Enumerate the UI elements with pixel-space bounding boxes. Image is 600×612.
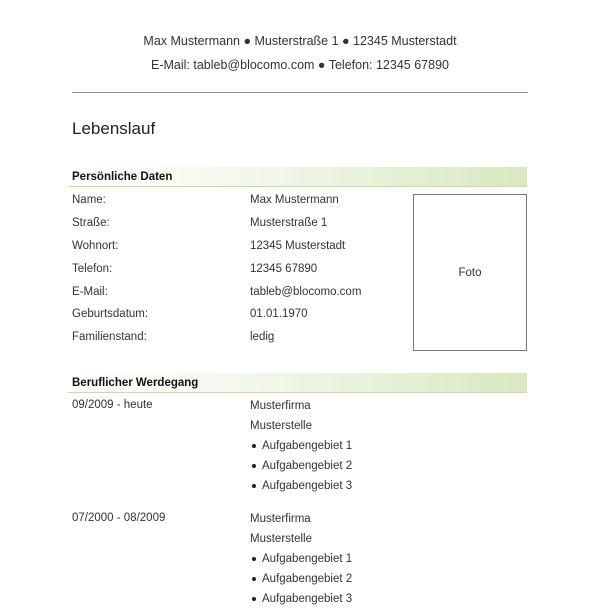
- section-heading-personal: Persönliche Daten: [68, 167, 527, 187]
- career-period: 09/2009 - heute: [72, 399, 153, 411]
- career-task: Aufgabengebiet 3: [250, 592, 352, 612]
- row-value: 12345 67890: [250, 263, 318, 275]
- row-value: Musterstraße 1: [250, 217, 328, 229]
- row-value: Max Mustermann: [250, 194, 339, 206]
- career-company: Musterfirma: [250, 513, 311, 525]
- section-heading-career: Beruflicher Werdegang: [68, 373, 527, 393]
- career-task: Aufgabengebiet 2: [250, 572, 352, 592]
- row-label: Telefon:: [72, 263, 113, 275]
- career-task-list: [250, 552, 352, 612]
- row-value: 12345 Musterstadt: [250, 240, 346, 252]
- row-label: Straße:: [72, 217, 110, 229]
- contact-line-address: Max Mustermann ● Musterstraße 1 ● 12345 Musterstadt: [143, 34, 457, 48]
- career-task: Aufgabengebiet 3: [250, 479, 352, 499]
- row-label: Wohnort:: [72, 240, 119, 252]
- career-details: [250, 512, 352, 612]
- header-divider: [72, 92, 528, 93]
- row-value: 01.01.1970: [250, 308, 308, 320]
- career-task: Aufgabengebiet 1: [250, 439, 352, 459]
- career-position: Musterstelle: [250, 420, 312, 432]
- document-title: Lebenslauf: [72, 119, 156, 138]
- photo-placeholder: [413, 194, 527, 351]
- row-value: tableb@blocomo.com: [250, 286, 362, 298]
- career-position: Musterstelle: [250, 533, 312, 545]
- photo-label: Foto: [458, 266, 482, 279]
- career-company: Musterfirma: [250, 400, 311, 412]
- career-period: 07/2000 - 08/2009: [72, 512, 166, 524]
- row-label: Familienstand:: [72, 331, 147, 343]
- row-value: ledig: [250, 331, 275, 343]
- row-label: E-Mail:: [72, 286, 108, 298]
- contact-line-email-phone: E-Mail: tableb@blocomo.com ● Telefon: 12345 67890: [151, 58, 449, 72]
- row-label: Geburtsdatum:: [72, 308, 149, 320]
- career-task-list: [250, 439, 352, 499]
- career-task: Aufgabengebiet 1: [250, 552, 352, 572]
- row-label: Name:: [72, 194, 106, 206]
- career-details: [250, 399, 352, 499]
- career-task: Aufgabengebiet 2: [250, 459, 352, 479]
